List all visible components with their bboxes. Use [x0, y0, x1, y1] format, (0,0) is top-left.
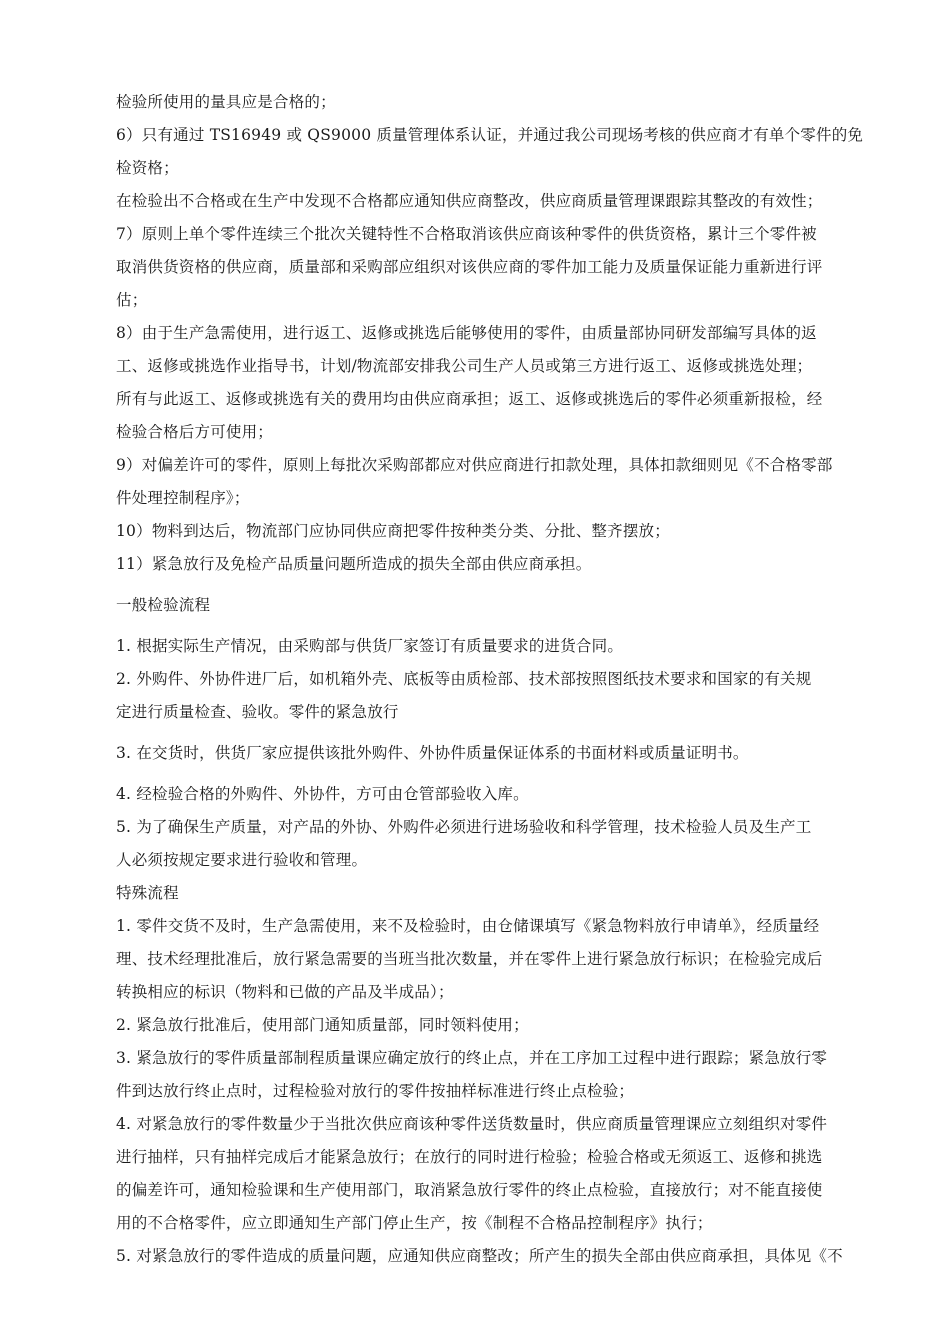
text-line: 1. 根据实际生产情况，由采购部与供货厂家签订有质量要求的进货合同。: [116, 637, 624, 655]
text-line: 检验合格后方可使用；: [116, 423, 274, 441]
text-line: 定进行质量检查、验收。零件的紧急放行: [116, 703, 399, 721]
text-line: 在检验出不合格或在生产中发现不合格都应通知供应商整改，供应商质量管理课跟踪其整改的有效性；: [116, 192, 823, 210]
document-page: [116, 86, 862, 1273]
text-line: 6）只有通过 TS16949 或 QS9000 质量管理体系认证，并通过我公司现场考核的供应商才有单个零件的免: [116, 126, 864, 144]
text-line: 2. 外购件、外协件进厂后，如机箱外壳、底板等由质检部、技术部按照图纸技术要求和国家的有关规: [116, 670, 812, 688]
text-line: 5. 对紧急放行的零件造成的质量问题，应通知供应商整改；所产生的损失全部由供应商承担，具体见《不: [116, 1247, 843, 1265]
paragraph-gap: [116, 622, 862, 630]
section-heading: 特殊流程: [116, 884, 179, 902]
text-line: 理、技术经理批准后，放行紧急需要的当班当批次数量，并在零件上进行紧急放行标识；在检验完成后: [116, 950, 823, 968]
text-line: 9）对偏差许可的零件，原则上每批次采购部都应对供应商进行扣款处理，具体扣款细则见《不合格零部: [116, 456, 833, 474]
text-line: 2. 紧急放行批准后，使用部门通知质量部，同时领料使用；: [116, 1016, 529, 1034]
text-line: 取消供货资格的供应商，质量部和采购部应组织对该供应商的零件加工能力及质量保证能力重新进行评: [116, 258, 823, 276]
text-line: 转换相应的标识（物料和已做的产品及半成品）；: [116, 983, 454, 1001]
text-line: 1. 零件交货不及时，生产急需使用，来不及检验时，由仓储课填写《紧急物料放行申请单》，经质量经: [116, 917, 820, 935]
paragraph-gap: [116, 581, 862, 589]
text-line: 3. 紧急放行的零件质量部制程质量课应确定放行的终止点，并在工序加工过程中进行跟踪；紧急放行零: [116, 1049, 828, 1067]
text-line: 检资格；: [116, 159, 179, 177]
text-line: 件到达放行终止点时，过程检验对放行的零件按抽样标准进行终止点检验；: [116, 1082, 635, 1100]
text-line: 进行抽样，只有抽样完成后才能紧急放行；在放行的同时进行检验；检验合格或无须返工、返修和挑选: [116, 1148, 823, 1166]
text-line: 3. 在交货时，供货厂家应提供该批外购件、外协件质量保证体系的书面材料或质量证明书。: [116, 744, 749, 762]
text-line: 估；: [116, 291, 148, 309]
text-line: 的偏差许可，通知检验课和生产使用部门，取消紧急放行零件的终止点检验，直接放行；对不能直接使: [116, 1181, 823, 1199]
text-line: 人必须按规定要求进行验收和管理。: [116, 851, 368, 869]
paragraph-gap: [116, 729, 862, 737]
text-line: 检验所使用的量具应是合格的；: [116, 93, 336, 111]
text-line: 所有与此返工、返修或挑选有关的费用均由供应商承担；返工、返修或挑选后的零件必须重新报检，经: [116, 390, 823, 408]
section-heading: 一般检验流程: [116, 596, 211, 614]
text-line: 件处理控制程序》；: [116, 489, 250, 507]
text-line: 工、返修或挑选作业指导书，计划/物流部安排我公司生产人员或第三方进行返工、返修或挑选处理；: [116, 357, 813, 375]
text-line: 用的不合格零件，应立即通知生产部门停止生产，按《制程不合格品控制程序》执行；: [116, 1214, 713, 1232]
text-line: 11）紧急放行及免检产品质量问题所造成的损失全部由供应商承担。: [116, 555, 592, 573]
text-line: 4. 对紧急放行的零件数量少于当批次供应商该种零件送货数量时，供应商质量管理课应立刻组织对零件: [116, 1115, 828, 1133]
paragraph-gap: [116, 770, 862, 778]
text-line: 4. 经检验合格的外购件、外协件，方可由仓管部验收入库。: [116, 785, 529, 803]
text-line: 7）原则上单个零件连续三个批次关键特性不合格取消该供应商该种零件的供货资格，累计三个零件被: [116, 225, 817, 243]
text-line: 8）由于生产急需使用，进行返工、返修或挑选后能够使用的零件，由质量部协同研发部编写具体的返: [116, 324, 817, 342]
text-line: 10）物料到达后，物流部门应协同供应商把零件按种类分类、分批、整齐摆放；: [116, 522, 670, 540]
text-line: 5. 为了确保生产质量，对产品的外协、外购件必须进行进场验收和科学管理，技术检验人员及生产工: [116, 818, 812, 836]
